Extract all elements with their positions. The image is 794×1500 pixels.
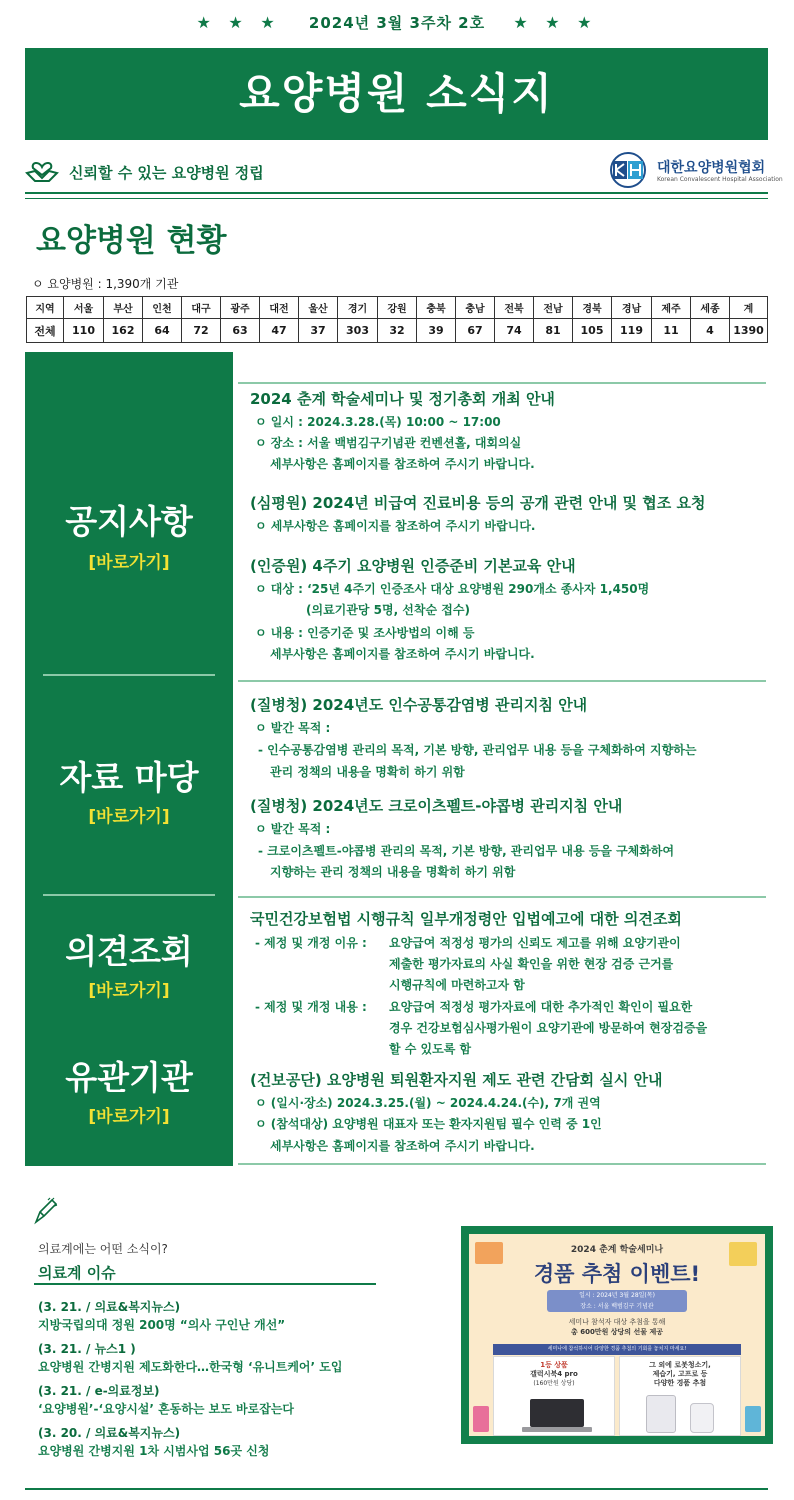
notice-shortcut-link[interactable]: [바로가기]	[88, 553, 170, 573]
issue-line	[0, 12, 794, 33]
news-headline-link[interactable]: 지방국립의대 정원 200명 “의사 구인난 개선”	[38, 1318, 286, 1332]
related-line: ㅇ (일시·장소) 2024.3.25.(월) ~ 2024.4.24.(수), 7개 권역	[255, 1096, 601, 1110]
divider	[25, 198, 768, 199]
table-cell: 계	[730, 297, 768, 319]
notice-title[interactable]: (인증원) 4주기 요양병원 인증준비 기본교육 안내	[250, 557, 576, 575]
table-cell: 303	[338, 319, 378, 343]
section-title-related: 유관기관	[65, 1058, 193, 1097]
table-cell: 경북	[573, 297, 612, 319]
table-cell: 경남	[612, 297, 652, 319]
news-source: (3. 21. / 뉴스1 )	[38, 1342, 136, 1356]
robot-vacuum-icon	[646, 1395, 676, 1433]
divider	[43, 674, 215, 676]
poster-band: 세미나에 참석하시어 다양한 경품 추첨의 기회를 놓치지 마세요!	[493, 1344, 741, 1355]
event-poster-content	[469, 1234, 765, 1436]
table-cell: 강원	[378, 297, 417, 319]
newsletter-title: 요양병원 소식지	[25, 48, 768, 140]
divider	[25, 1488, 768, 1490]
notice-line: (의료기관당 5명, 선착순 접수)	[306, 603, 470, 617]
poster-desc-line: 총 600만원 상당의 선물 제공	[571, 1328, 663, 1336]
org-english-name: Korean Convalescent Hospital Association	[657, 176, 783, 183]
poster-subtitle: 2024 춘계 학술세미나	[570, 1245, 664, 1255]
poster-date: 일시 : 2024년 3월 28일(목)	[579, 1292, 655, 1299]
table-cell: 전북	[495, 297, 534, 319]
table-cell: 서울	[64, 297, 104, 319]
org-name: 대한요양병원협회	[657, 160, 766, 176]
table-cell: 1390	[730, 319, 768, 343]
poster-venue: 장소 : 서울 백범김구 기념관	[580, 1303, 654, 1310]
table-cell: 11	[652, 319, 691, 343]
table-cell: 대구	[182, 297, 221, 319]
table-cell: 32	[378, 319, 417, 343]
materials-shortcut-link[interactable]: [바로가기]	[88, 807, 170, 827]
related-line: ㅇ (참석대상) 요양병원 대표자 또는 환자지원팀 필수 인력 중 1인	[255, 1117, 602, 1131]
table-cell: 제주	[652, 297, 691, 319]
material-line: - 인수공통감염병 관리의 목적, 기본 방향, 관리업무 내용 등을 구체화하여 지향하는	[258, 743, 697, 757]
opinion-line: 경우 건강보험심사평가원이 요양기관에 방문하여 현장검증을	[389, 1021, 708, 1035]
slogan: 신뢰할 수 있는 요양병원 정립	[69, 164, 264, 182]
notice-title[interactable]: (심평원) 2024년 비급여 진료비용 등의 공개 관련 안내 및 협조 요청	[250, 494, 706, 512]
first-prize-text	[494, 1361, 614, 1388]
notice-line: ㅇ 세부사항은 홈페이지를 참조하여 주시기 바랍니다.	[255, 519, 536, 533]
table-cell: 전남	[534, 297, 573, 319]
table-cell: 충남	[456, 297, 495, 319]
opinion-label: - 제정 및 개정 이유 :	[255, 936, 367, 950]
divider	[238, 1163, 766, 1165]
slogan-row	[25, 152, 783, 194]
opinion-line: 요양급여 적정성 평가자료에 대한 추가적인 확인이 필요한	[389, 1000, 693, 1014]
other-prizes-text	[620, 1361, 740, 1388]
opinion-shortcut-link[interactable]: [바로가기]	[88, 981, 170, 1001]
news-headline-link[interactable]: 요양병원 간병지원 1차 시범사업 56곳 신청	[38, 1444, 270, 1458]
star-icon: ★ ★ ★	[513, 13, 598, 32]
material-line: 지향하는 관리 정책의 내용을 명확히 하기 위함	[270, 865, 516, 879]
table-cell: 67	[456, 319, 495, 343]
notice-line: ㅇ 대상 : ‘25년 4주기 인증조사 대상 요양병원 290개소 종사자 1,450명	[255, 582, 650, 596]
table-cell: 광주	[221, 297, 260, 319]
table-cell: 63	[221, 319, 260, 343]
table-cell: 4	[691, 319, 730, 343]
related-title[interactable]: (건보공단) 요양병원 퇴원환자지원 제도 관련 간담회 실시 안내	[250, 1071, 663, 1089]
table-header-row	[27, 297, 768, 319]
table-cell: 72	[182, 319, 221, 343]
gift-box-icon	[745, 1406, 761, 1432]
material-title[interactable]: (질병청) 2024년도 크로이츠펠트-야콥병 관리지침 안내	[250, 797, 623, 815]
news-headline-link[interactable]: ‘요양병원’-‘요양시설’ 혼동하는 보도 바로잡는다	[38, 1402, 294, 1416]
other-prizes-line: 제습기, 고프로 등	[652, 1370, 708, 1378]
star-icon: ★ ★ ★	[196, 13, 281, 32]
notice-line: ㅇ 장소 : 서울 백범김구기념관 컨벤션홀, 대회의실	[255, 436, 522, 450]
news-heading: 의료계 이슈	[38, 1264, 116, 1282]
first-prize-item: 갤럭시북4 pro	[530, 1370, 578, 1378]
event-poster[interactable]	[461, 1226, 773, 1444]
table-cell: 39	[417, 319, 456, 343]
table-cell: 지역	[27, 297, 64, 319]
table-cell: 충북	[417, 297, 456, 319]
status-title: 요양병원 현황	[36, 223, 227, 259]
news-headline-link[interactable]: 요양병원 간병지원 제도화한다…한국형 ‘유니트케어’ 도입	[38, 1360, 343, 1374]
news-source: (3. 21. / 의료&복지뉴스)	[38, 1300, 181, 1314]
table-cell: 74	[495, 319, 534, 343]
handshake-heart-icon	[25, 158, 59, 184]
table-cell: 인천	[143, 297, 182, 319]
table-cell: 울산	[299, 297, 338, 319]
table-cell: 119	[612, 319, 652, 343]
opinion-line: 시행규칙에 마련하고자 함	[389, 978, 525, 992]
table-cell: 162	[104, 319, 143, 343]
poster-title: 경품 추첨 이벤트!	[533, 1262, 701, 1286]
divider	[238, 382, 766, 384]
section-title-opinion: 의견조회	[65, 932, 193, 971]
divider	[238, 896, 766, 898]
divider	[43, 894, 215, 896]
table-cell: 105	[573, 319, 612, 343]
first-prize-rank: 1등 상품	[540, 1361, 568, 1369]
table-cell: 81	[534, 319, 573, 343]
other-prizes-line: 그 외에 로봇청소기,	[649, 1361, 711, 1369]
divider	[34, 1283, 376, 1285]
poster-description	[469, 1317, 765, 1337]
notice-line: 세부사항은 홈페이지를 참조하여 주시기 바랍니다.	[270, 457, 535, 471]
laptop-base-icon	[522, 1427, 592, 1432]
dehumidifier-icon	[690, 1403, 714, 1433]
table-cell: 47	[260, 319, 299, 343]
table-cell: 전체	[27, 319, 64, 343]
news-source: (3. 20. / 의료&복지뉴스)	[38, 1426, 181, 1440]
issue-number: 2024년 3월 3주차 2호	[308, 14, 486, 32]
news-source: (3. 21. / e-의료정보)	[38, 1384, 160, 1398]
poster-info-box	[547, 1290, 687, 1312]
kcha-logo-icon	[607, 152, 649, 188]
material-line: - 크로이츠펠트-야콥병 관리의 목적, 기본 방향, 관리업무 내용 등을 구체화하여	[258, 844, 675, 858]
table-cell: 64	[143, 319, 182, 343]
table-row	[27, 319, 768, 343]
table-cell: 경기	[338, 297, 378, 319]
status-note: ㅇ 요양병원 : 1,390개 기관	[32, 277, 179, 291]
first-prize-value: (160만원 상당)	[533, 1380, 575, 1387]
notice-line: 세부사항은 홈페이지를 참조하여 주시기 바랍니다.	[270, 647, 535, 661]
news-question: 의료계에는 어떤 소식이?	[38, 1242, 168, 1256]
other-prizes-line: 다양한 경품 추첨	[653, 1379, 707, 1387]
other-prizes-box	[619, 1356, 741, 1436]
table-cell: 대전	[260, 297, 299, 319]
material-line: 관리 정책의 내용을 명확히 하기 위함	[270, 765, 465, 779]
material-line: ㅇ 발간 목적 :	[255, 721, 331, 735]
table-cell: 세종	[691, 297, 730, 319]
notice-line: ㅇ 내용 : 인증기준 및 조사방법의 이해 등	[255, 626, 475, 640]
notice-title[interactable]: 2024 춘계 학술세미나 및 정기총회 개최 안내	[250, 390, 555, 408]
opinion-line: 제출한 평가자료의 사실 확인을 위한 현장 검증 근거를	[389, 957, 674, 971]
related-line: 세부사항은 홈페이지를 참조하여 주시기 바랍니다.	[270, 1139, 535, 1153]
table-cell: 부산	[104, 297, 143, 319]
section-title-materials: 자료 마당	[59, 758, 199, 797]
section-title-notice: 공지사항	[65, 502, 193, 541]
laptop-icon	[530, 1399, 584, 1427]
table-cell: 37	[299, 319, 338, 343]
region-table	[26, 296, 768, 343]
related-shortcut-link[interactable]: [바로가기]	[88, 1107, 170, 1127]
gift-box-icon	[473, 1406, 489, 1432]
table-cell: 110	[64, 319, 104, 343]
first-prize-box	[493, 1356, 615, 1436]
section-nav-panel	[25, 352, 233, 1166]
poster-desc-line: 세미나 참석자 대상 추첨을 통해	[568, 1318, 666, 1326]
pen-icon	[30, 1196, 60, 1226]
material-line: ㅇ 발간 목적 :	[255, 822, 331, 836]
material-title[interactable]: (질병청) 2024년도 인수공통감염병 관리지침 안내	[250, 696, 588, 714]
opinion-title[interactable]: 국민건강보험법 시행규칙 일부개정령안 입법예고에 대한 의견조회	[250, 910, 682, 928]
opinion-line: 요양급여 적정성 평가의 신뢰도 제고를 위해 요양기관이	[389, 936, 681, 950]
divider	[238, 680, 766, 682]
opinion-line: 할 수 있도록 함	[389, 1042, 472, 1056]
opinion-label: - 제정 및 개정 내용 :	[255, 1000, 367, 1014]
notice-line: ㅇ 일시 : 2024.3.28.(목) 10:00 ~ 17:00	[255, 415, 501, 429]
